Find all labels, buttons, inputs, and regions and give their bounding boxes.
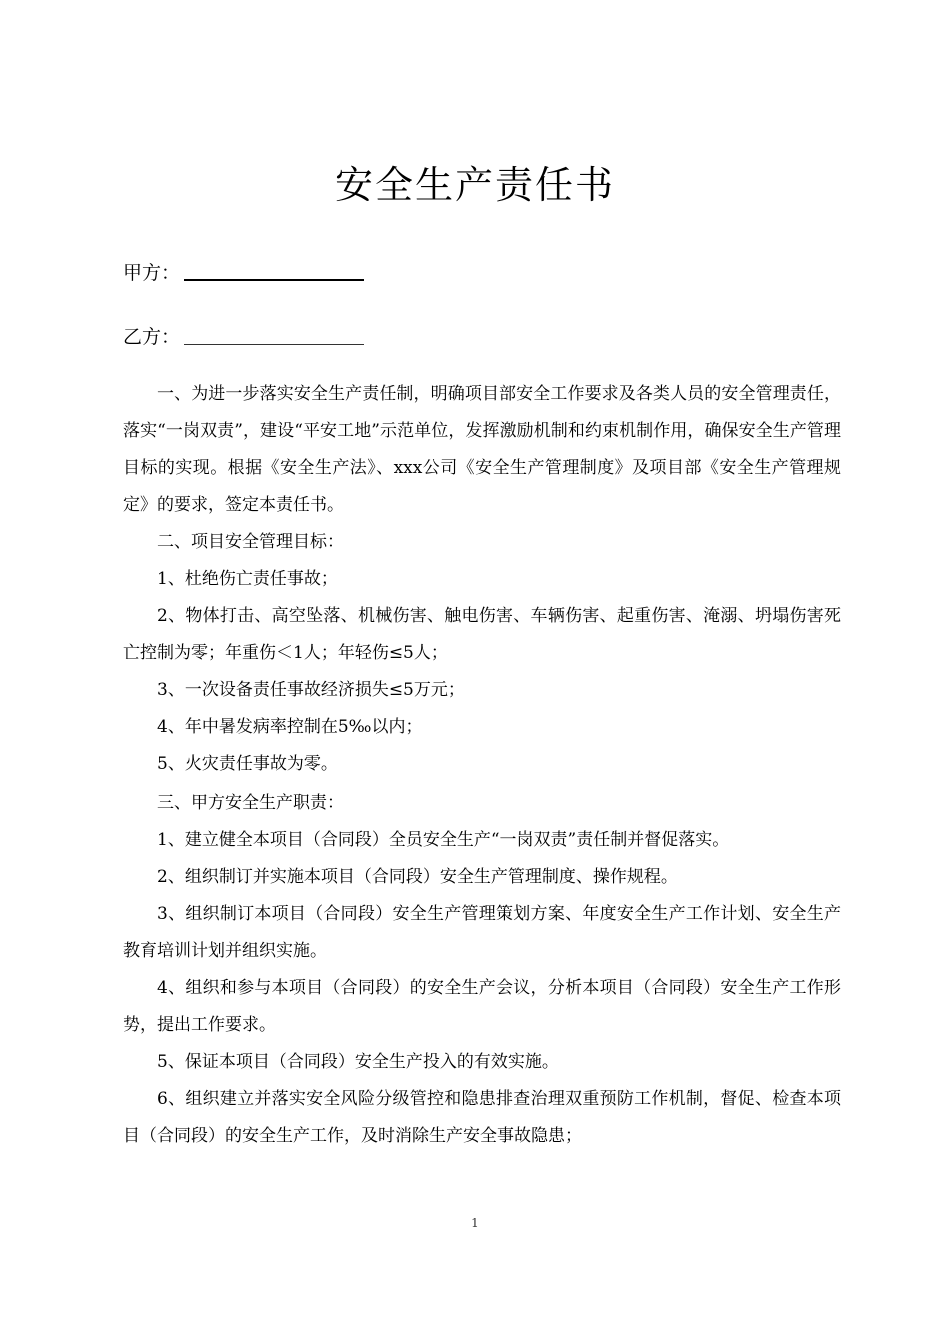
paragraph-goal-3: 3、一次设备责任事故经济损失≤5万元；: [157, 680, 465, 700]
party-b-line: [123, 322, 364, 351]
party-a-label: 甲方：: [123, 262, 181, 284]
party-b-label: 乙方：: [123, 326, 181, 348]
document-title: 安全生产责任书: [334, 163, 615, 207]
paragraph-duty-6: 6、组织建立并落实安全风险分级管控和隐患排查治理双重预防工作机制，督促、检查本项目（合同段）的安全生产工作，及时消除生产安全事故隐患；: [123, 1089, 841, 1146]
document-body: [123, 376, 841, 1155]
paragraph-duty-2: 2、组织制订并实施本项目（合同段）安全生产管理制度、操作规程。: [157, 867, 678, 887]
paragraph-goal-1: 1、杜绝伤亡责任事故；: [157, 569, 338, 589]
paragraph-duty-4: 4、组织和参与本项目（合同段）的安全生产会议，分析本项目（合同段）安全生产工作形势，提出工作要求。: [123, 978, 841, 1035]
paragraph-section-2-heading: 二、项目安全管理目标：: [157, 532, 344, 552]
party-b-blank-field[interactable]: [184, 330, 364, 345]
paragraph-section-3-heading: 三、甲方安全生产职责：: [157, 793, 344, 813]
paragraph-duty-5: 5、保证本项目（合同段）安全生产投入的有效实施。: [157, 1052, 559, 1072]
paragraph-intro: 一、为进一步落实安全生产责任制，明确项目部安全工作要求及各类人员的安全管理责任，落实“一岗双责”，建设“平安工地”示范单位，发挥激励机制和约束机制作用，确保安全生产管理目标的实现。根据《安全生产法》、xxx公司《安全生产管理制度》及项目部《安全生产管理规定》的要求，签定本责任书。: [123, 384, 841, 515]
paragraph-duty-1: 1、建立健全本项目（合同段）全员安全生产“一岗双责”责任制并督促落实。: [157, 830, 730, 850]
party-a-line: [123, 258, 364, 287]
paragraph-duty-3: 3、组织制订本项目（合同段）安全生产管理策划方案、年度安全生产工作计划、安全生产教育培训计划并组织实施。: [123, 904, 841, 961]
page-number: 1: [471, 1216, 479, 1230]
paragraph-goal-2: 2、物体打击、高空坠落、机械伤害、触电伤害、车辆伤害、起重伤害、淹溺、坍塌伤害死亡控制为零；年重伤＜1人；年轻伤≤5人；: [123, 606, 841, 663]
paragraph-goal-4: 4、年中暑发病率控制在5‰以内；: [157, 717, 423, 737]
party-a-blank-field[interactable]: [184, 265, 364, 281]
paragraph-goal-5: 5、火灾责任事故为零。: [157, 754, 338, 774]
